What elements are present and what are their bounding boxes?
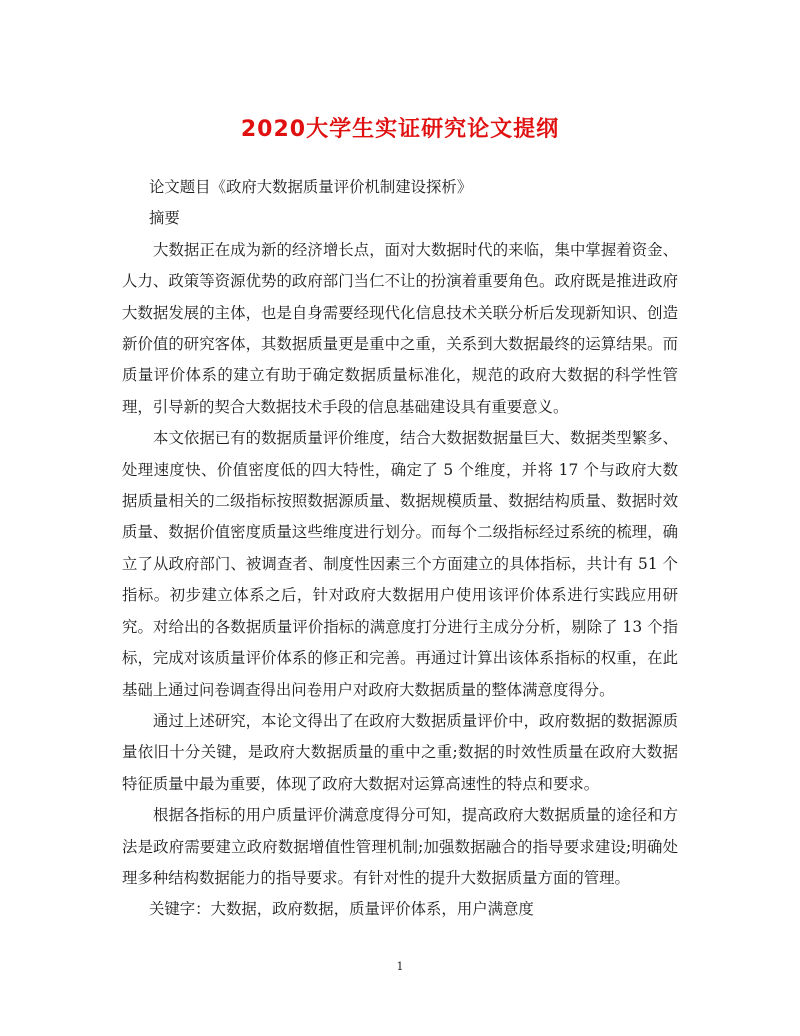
abstract-heading: 摘要 [149, 209, 180, 228]
keywords-line: 关键字：大数据，政府数据，质量评价体系，用户满意度 [149, 900, 534, 919]
abstract-paragraph-4: 根据各指标的用户质量评价满意度得分可知，提高政府大数据质量的途径和方法是政府需要建立政府数据增值性管理机制;加强数据融合的指导要求建设;明确处理多种结构数据能力的指导要求。有针对性的提升大数据质量方面的管理。 [122, 806, 678, 887]
document-body [122, 172, 678, 926]
abstract-paragraph-3: 通过上述研究，本论文得出了在政府大数据质量评价中，政府数据的数据源质量依旧十分关键，是政府大数据质量的重中之重;数据的时效性质量在政府大数据特征质量中最为重要，体现了政府大数据对运算高速性的特点和要求。 [122, 711, 678, 793]
thesis-title-line: 论文题目《政府大数据质量评价机制建设探析》 [149, 178, 473, 196]
document-title: 2020大学生实证研究论文提纲 [240, 117, 560, 142]
abstract-paragraph-1: 大数据正在成为新的经济增长点，面对大数据时代的来临，集中掌握着资金、人力、政策等资源优势的政府部门当仁不让的扮演着重要角色。政府既是推进政府大数据发展的主体，也是自身需要经现代化信息技术关联分析后发现新知识、创造新价值的研究客体，其数据质量更是重中之重，关系到大数据最终的运算结果。而质量评价体系的建立有助于确定数据质量标准化，规范的政府大数据的科学性管理，引导新的契合大数据技术手段的信息基础建设具有重要意义。 [122, 240, 678, 416]
page-number: 1 [396, 960, 404, 973]
abstract-paragraph-2: 本文依据已有的数据质量评价维度，结合大数据数据量巨大、数据类型繁多、处理速度快、价值密度低的四大特性，确定了 5 个维度，并将 17 个与政府大数据质量相关的二级指标按照数据源质量、数据规模质量、数据结构质量、数据时效质量、数据价值密度质量这些维度进行划分。而每个二级指标经过系统的梳理，确立了从政府部门、被调查者、制度性因素三个方面建立的具体指标，共计有 51 个指标。初步建立体系之后，针对政府大数据用户使用该评价体系进行实践应用研究。对给出的各数据质量评价指标的满意度打分进行主成分分析，剔除了 13 个指标，完成对该质量评价体系的修正和完善。再通过计算出该体系指标的权重，在此基础上通过问卷调查得出问卷用户对政府大数据质量的整体满意度得分。 [122, 429, 678, 699]
